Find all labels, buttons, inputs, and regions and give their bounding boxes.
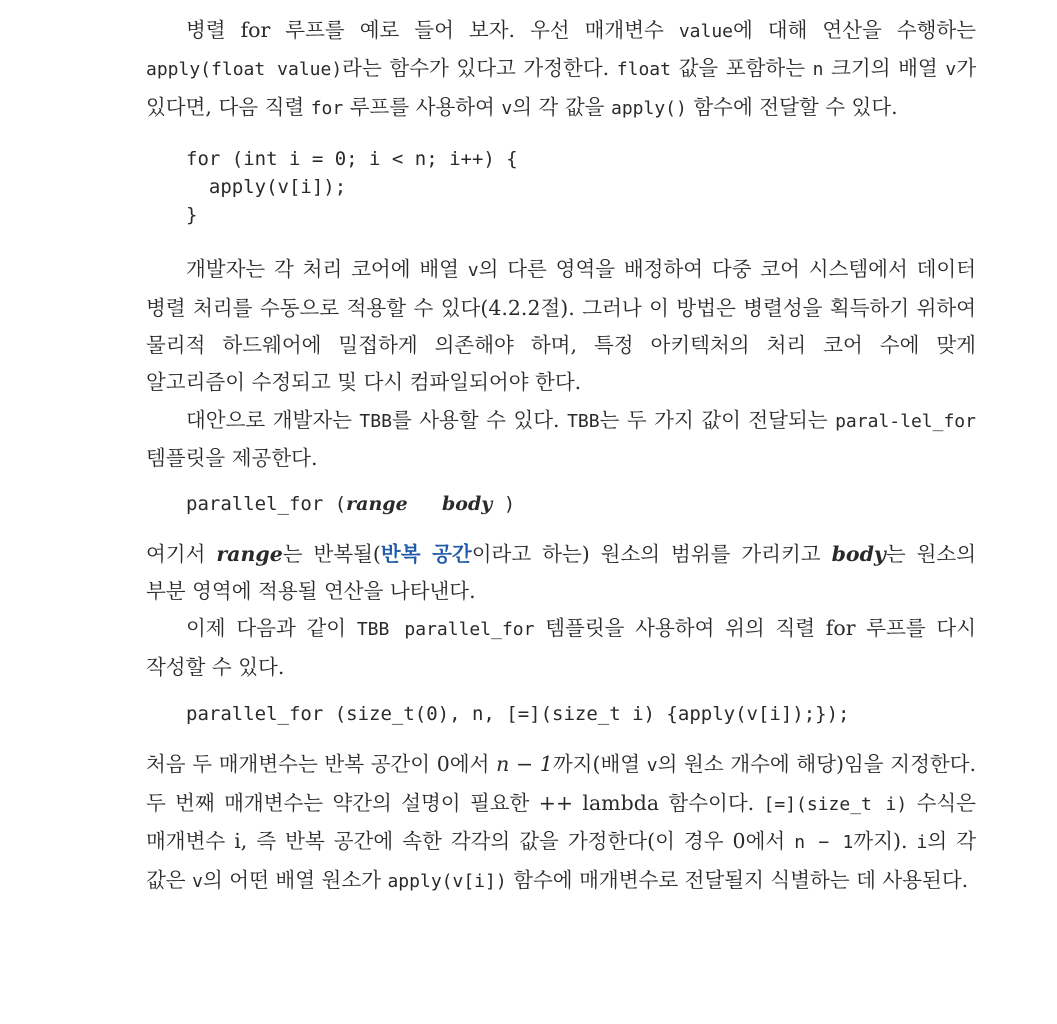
paragraph-6 xyxy=(146,746,976,900)
document-page xyxy=(146,8,976,900)
emphasis: range xyxy=(216,541,283,566)
math: n − 1 xyxy=(496,752,553,777)
text: 값을 포함하는 xyxy=(670,56,813,81)
code-param-body: body xyxy=(442,492,493,515)
inline-code: value xyxy=(678,21,733,42)
text: 에 대해 연산을 수행하는 xyxy=(733,18,976,42)
inline-code: paral-lel_for xyxy=(835,410,976,432)
text: 루프를 사용하여 xyxy=(343,94,502,119)
code-param-range: range xyxy=(346,492,408,515)
text: 수식은 매개변수 i, 즉 반복 공간에 속한 각각의 값을 가정한다(이 경우 0에서 xyxy=(146,790,976,854)
text: 의 각 값은 xyxy=(146,829,977,892)
code-block-signature xyxy=(146,490,976,518)
text: 까지). xyxy=(853,829,917,854)
inline-code: v xyxy=(501,97,513,119)
paragraph-5 xyxy=(146,610,976,686)
inline-code: n xyxy=(812,59,824,81)
text: 대안으로 개발자는 xyxy=(186,407,360,432)
code-line: for (int i = 0; i < n; i++) { xyxy=(186,148,518,171)
inline-code: v xyxy=(646,755,658,777)
code-text: parallel_for ( xyxy=(186,492,347,515)
text: 는 반복될( xyxy=(282,541,381,566)
inline-code: i xyxy=(916,832,928,854)
text: 는 원소의 부분 영역에 적용될 연산을 나타낸다. xyxy=(146,541,976,604)
emphasis: body xyxy=(831,541,886,566)
paragraph-4 xyxy=(146,536,976,611)
inline-code: float xyxy=(616,59,671,81)
text: 함수에 전달할 수 있다. xyxy=(686,94,898,119)
text: 가 있다면, 다음 직렬 xyxy=(146,56,976,119)
highlighted-term: 반복 공간 xyxy=(380,541,472,566)
inline-code: for xyxy=(310,97,344,119)
inline-code: apply() xyxy=(610,97,687,119)
text: 의 다른 영역을 배정하여 다중 코어 시스템에서 데이터 병렬 처리를 수동으로 적용할 수 있다(4.2.2절). 그러나 이 방법은 병렬성을 획득하기 위하여 물리적 하드웨어에 밀접하게 의존해야 하며, 특정 아키텍처의 처리 코어 수에 맞게 알고리즘이 수정되고 및 다시 컴파일되어야 한다. xyxy=(146,257,977,395)
text: 이라고 하는) 원소의 범위를 가리키고 xyxy=(471,541,832,566)
text: 이제 다음과 같이 xyxy=(186,616,357,641)
text: 템플릿을 제공한다. xyxy=(146,446,318,471)
text: 의 어떤 배열 원소가 xyxy=(202,867,388,892)
text: 의 각 값을 xyxy=(512,94,611,119)
text: 라는 함수가 있다고 가정한다. xyxy=(342,56,617,81)
inline-code: v xyxy=(467,260,479,282)
text: 의 원소 개수에 해당)임을 지정한다. 두 번째 매개변수는 약간의 설명이 필요한 ++ lambda 함수이다. xyxy=(146,752,976,815)
inline-code: v xyxy=(945,59,957,81)
inline-code: TBB xyxy=(359,410,392,432)
text: 여기서 xyxy=(146,541,217,566)
inline-code: v xyxy=(192,870,203,892)
text: 처음 두 매개변수는 반복 공간이 0에서 xyxy=(146,752,497,777)
text: 크기의 배열 xyxy=(823,56,946,81)
inline-code: apply(float value) xyxy=(146,59,343,81)
text: 는 두 가지 값이 전달되는 xyxy=(599,407,836,432)
code-text: ) xyxy=(503,492,516,515)
inline-code: TBB xyxy=(567,410,600,432)
inline-code: TBB parallel_for xyxy=(356,619,535,641)
inline-code: apply(v[i]) xyxy=(387,870,507,892)
code-block-parallel-for: parallel_for (size_t(0), n, [=](size_t i) {apply(v[i]);}); xyxy=(186,703,850,726)
paragraph-3 xyxy=(146,402,976,478)
code-line: } xyxy=(186,204,198,227)
inline-code: [=](size_t i) xyxy=(763,793,908,815)
text: 개발자는 각 처리 코어에 배열 xyxy=(186,257,468,282)
inline-code: n − 1 xyxy=(794,832,854,854)
text: 까지(배열 xyxy=(552,752,647,777)
paragraph-1 xyxy=(146,12,976,127)
paragraph-2 xyxy=(146,251,976,402)
text: 를 사용할 수 있다. xyxy=(391,407,568,432)
text: 병렬 for 루프를 예로 들어 보자. 우선 매개변수 xyxy=(186,18,679,42)
code-line: apply(v[i]); xyxy=(186,176,347,199)
text: 템플릿을 사용하여 위의 직렬 for 루프를 다시 작성할 수 있다. xyxy=(146,616,977,679)
code-block-for-loop xyxy=(146,145,976,229)
text: 함수에 매개변수로 전달될지 식별하는 데 사용된다. xyxy=(506,867,969,892)
